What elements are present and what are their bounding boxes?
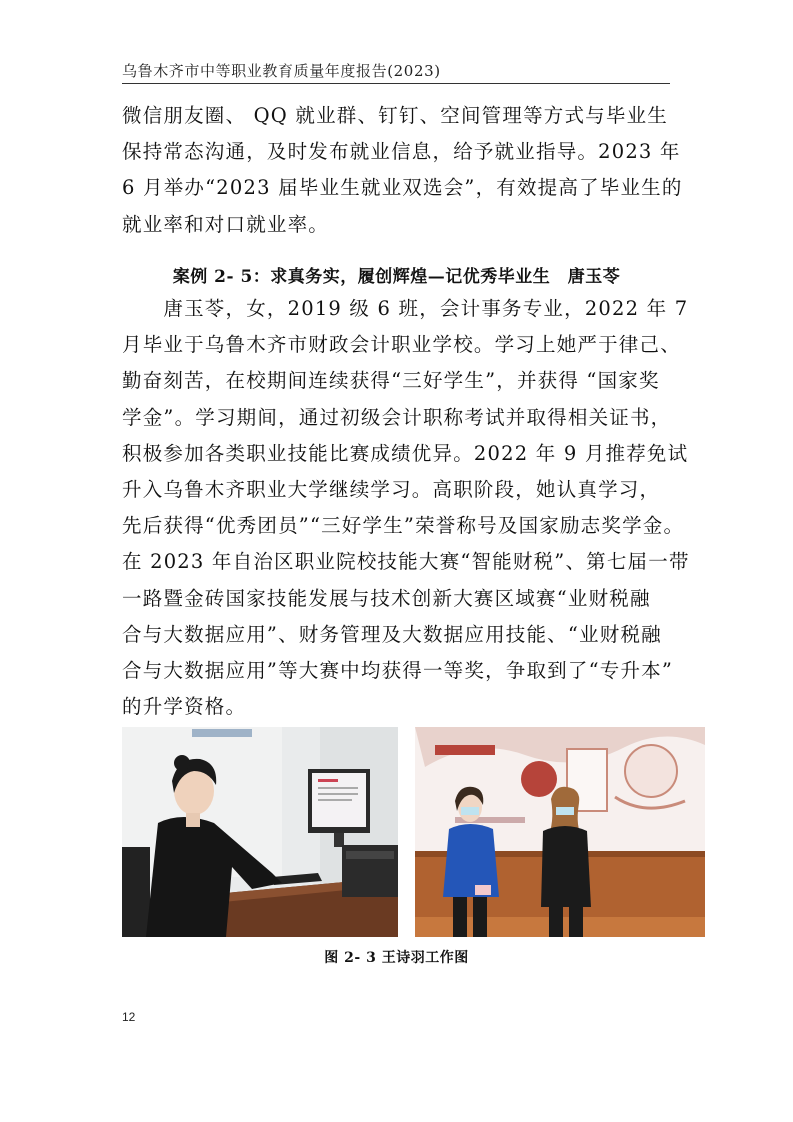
paragraph-employment-communication	[122, 98, 682, 243]
paragraph-graduate-profile	[122, 291, 690, 725]
paragraph-line: 勤奋刻苦，在校期间连续获得“三好学生”，并获得 “国家奖	[122, 369, 660, 393]
paragraph-line: 月毕业于乌鲁木齐市财政会计职业学校。学习上她严于律己、	[122, 333, 681, 357]
paragraph-line: 保持常态沟通，及时发布就业信息，给予就业指导。2023 年	[122, 140, 681, 164]
paragraph-line: 的升学资格。	[122, 695, 247, 719]
paragraph-line: 学金”。学习期间，通过初级会计职称考试并取得相关证书，	[122, 405, 672, 429]
paragraph-line: 先后获得“优秀团员”“三好学生”荣誉称号及国家励志奖学金。	[122, 514, 685, 538]
header-rule	[122, 83, 670, 84]
paragraph-line: 唐玉苓，女，2019 级 6 班，会计事务专业，2022 年 7	[122, 297, 689, 320]
photo-working-at-computer	[122, 727, 398, 937]
paragraph-line: 一路暨金砖国家技能发展与技术创新大赛区域赛“业财税融	[122, 586, 651, 610]
paragraph-line: 就业率和对口就业率。	[122, 212, 330, 236]
photo-students-in-corridor	[415, 727, 705, 937]
paragraph-line: 合与大数据应用”、财务管理及大数据应用技能、“业财税融	[122, 622, 662, 646]
running-header: 乌鲁木齐市中等职业教育质量年度报告(2023)	[122, 62, 441, 80]
paragraph-line: 升入乌鲁木齐职业大学继续学习。高职阶段，她认真学习，	[122, 478, 661, 502]
paragraph-line: 在 2023 年自治区职业院校技能大赛“智能财税”、第七届一带	[122, 550, 690, 574]
paragraph-line: 合与大数据应用”等大赛中均获得一等奖，争取到了“专升本”	[122, 659, 674, 683]
page-number: 12	[122, 1010, 136, 1024]
figure-caption: 图 2- 3 王诗羽工作图	[324, 950, 469, 966]
paragraph-line: 微信朋友圈、 QQ 就业群、钉钉、空间管理等方式与毕业生	[122, 104, 668, 127]
paragraph-line: 6 月举办“2023 届毕业生就业双选会”，有效提高了毕业生的	[122, 176, 683, 200]
paragraph-line: 积极参加各类职业技能比赛成绩优异。2022 年 9 月推荐免试	[122, 441, 689, 465]
case-title: 案例 2- 5：求真务实，履创辉煌—记优秀毕业生 唐玉苓	[172, 267, 621, 287]
